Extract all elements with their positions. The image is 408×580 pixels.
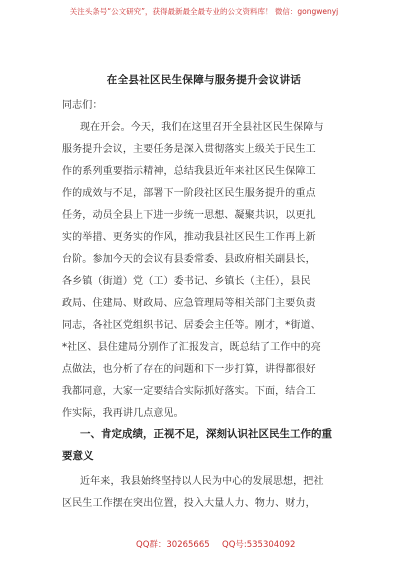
paragraph-line: 作的系列重要指示精神，总结我县近年来社区民生保障工	[62, 166, 316, 177]
paragraph-line: 任务，动员全县上下进一步统一思想、凝聚共识，以更扎	[62, 210, 316, 221]
paragraph-line: 作实际，我再讲几点意见。	[62, 408, 184, 419]
paragraph-line: *社区、县住建局分别作了汇报发言，既总结了工作中的亮	[62, 342, 321, 353]
paragraph-line: 政局、住建局、财政局、应急管理局等相关部门主要负责	[62, 298, 316, 309]
paragraph-line: 各乡镇（街道）党（工）委书记、乡镇长（主任），县民	[62, 276, 311, 287]
paragraph-line: 服务提升会议，主要任务是深入贯彻落实上级关于民生工	[62, 144, 316, 155]
salutation: 同志们：	[62, 100, 103, 111]
footer-qq-number: QQ号:535304092	[222, 540, 296, 550]
section-heading-line: 要意义	[62, 450, 94, 462]
footer-qq-group: QQ群：30265665	[136, 540, 210, 550]
document-title: 在全县社区民生保障与服务提升会议讲话	[106, 74, 302, 86]
paragraph-line: 区民生工作摆在突出位置，投入大量人力、物力、财力，	[62, 498, 316, 509]
paragraph-line: 我都同意，大家一定要结合实际抓好落实。下面，结合工	[62, 386, 316, 397]
paragraph-line: 实的举措、更务实的作风，推动我县社区民生工作再上新	[62, 232, 316, 243]
paragraph-line: 现在开会。今天，我们在这里召开全县社区民生保障与	[80, 122, 324, 133]
paragraph-line: 台阶。参加今天的会议有县委常委、县政府相关副县长，	[62, 254, 316, 265]
paragraph-line: 点做法，也分析了存在的问题和下一步打算，讲得都很好	[62, 364, 316, 375]
paragraph-line: 作的成效与不足，部署下一阶段社区民生服务提升的重点	[62, 188, 316, 199]
watermark-header: 关注头条号“公文研究”，获得最新最全最专业的公文资料库！ 微信：gongwenyj	[69, 7, 339, 16]
paragraph-line: 近年来，我县始终坚持以人民为中心的发展思想，把社	[80, 476, 324, 487]
section-heading-line: 一、肯定成绩，正视不足，深刻认识社区民生工作的重	[80, 428, 332, 440]
paragraph-line: 同志，各社区党组织书记、居委会主任等。刚才，*街道、	[62, 320, 321, 331]
